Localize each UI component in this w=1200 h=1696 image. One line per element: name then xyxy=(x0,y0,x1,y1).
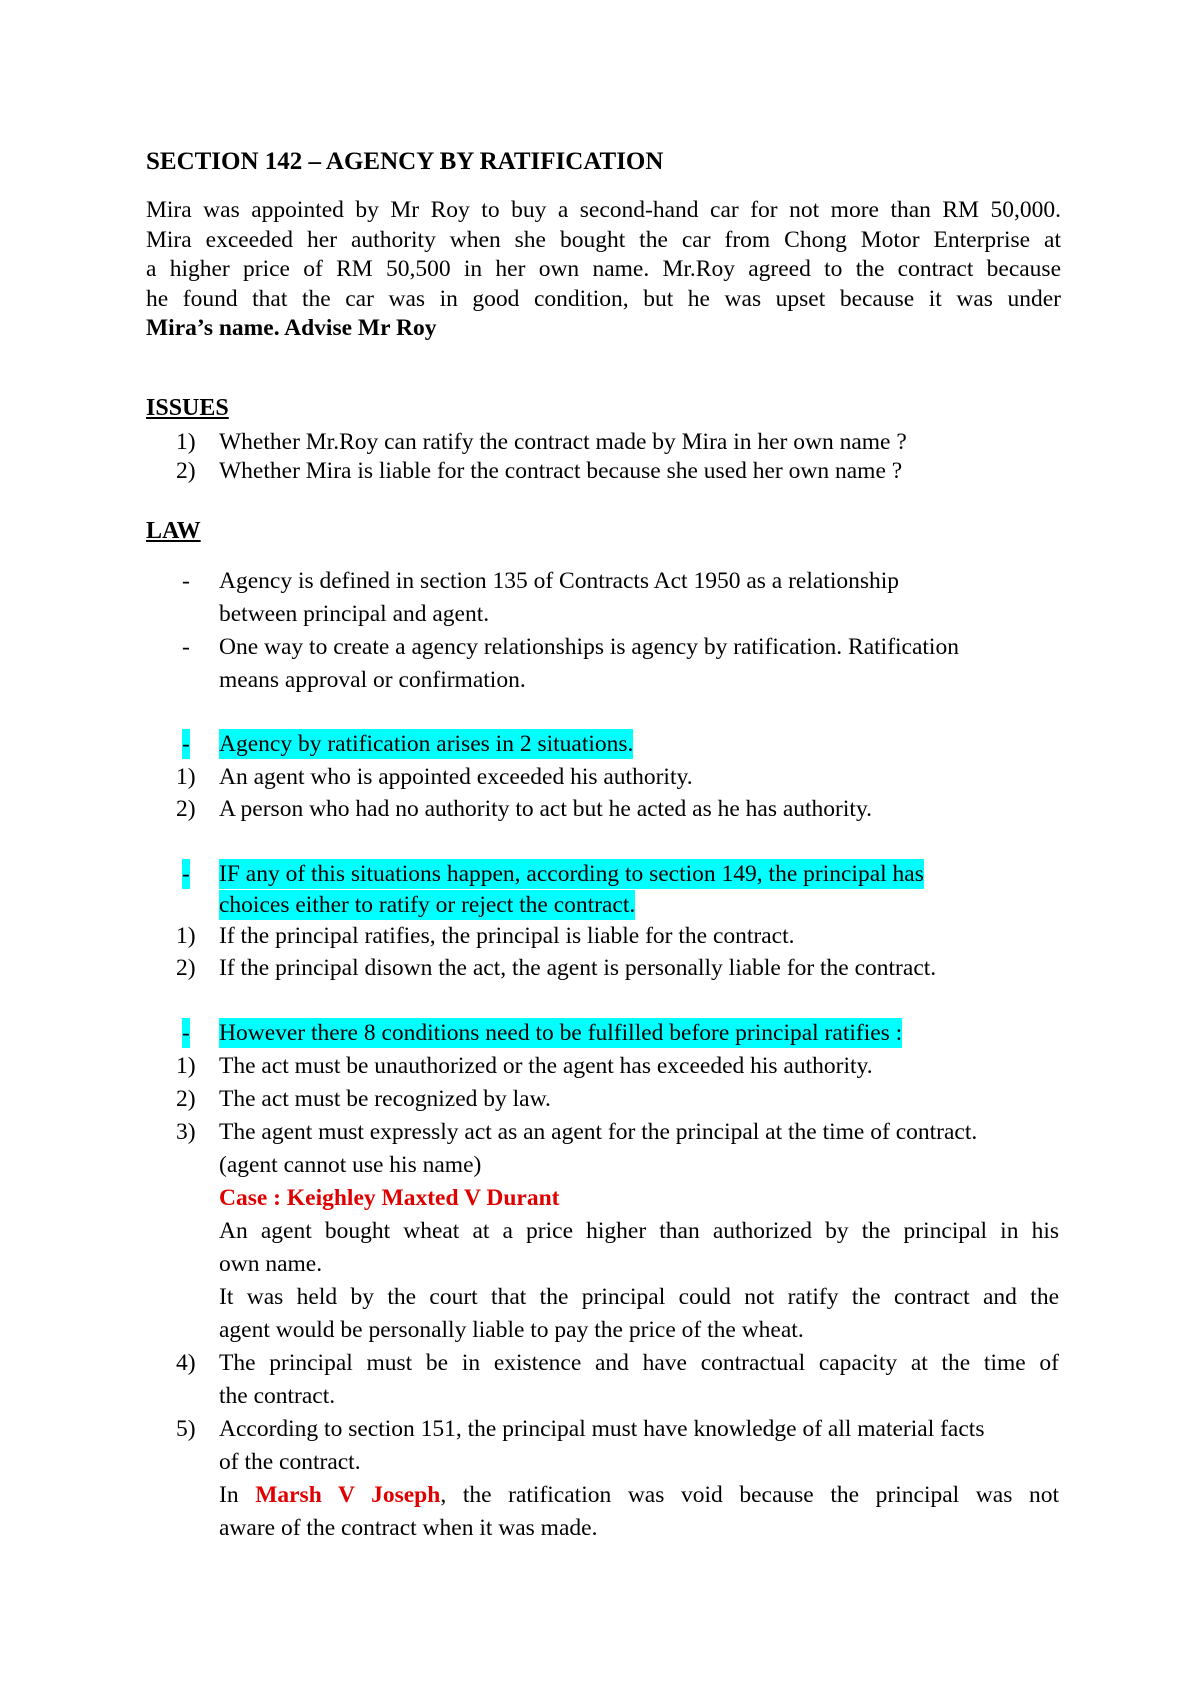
dash-marker: - xyxy=(182,861,190,887)
situations-intro xyxy=(176,729,1066,759)
condition-item xyxy=(176,1084,1066,1114)
condition-text: the contract. xyxy=(219,1383,336,1409)
condition-text: The principal must be in existence and have contractual capacity at the time of xyxy=(219,1350,1059,1376)
condition-text: (agent cannot use his name) xyxy=(219,1152,482,1178)
situation-item xyxy=(176,794,1066,824)
bullet-text: between principal and agent. xyxy=(219,601,490,627)
bullet-text: means approval or confirmation. xyxy=(219,667,526,693)
list-number: 1) xyxy=(176,923,196,949)
condition-item xyxy=(176,1051,1066,1081)
law-bullet-definition xyxy=(176,566,1066,596)
list-number: 3) xyxy=(176,1119,196,1145)
list-number: 2) xyxy=(176,1086,196,1112)
conditions-intro xyxy=(176,1018,1066,1048)
situation-text: An agent who is appointed exceeded his authority. xyxy=(219,764,693,790)
bullet-text: Agency is defined in section 135 of Contracts Act 1950 as a relationship xyxy=(219,568,900,594)
dash-marker: - xyxy=(182,1020,190,1046)
list-number: 4) xyxy=(176,1350,196,1376)
case-text: own name. xyxy=(219,1251,323,1277)
scenario-line: a higher price of RM 50,500 in her own name. Mr.Roy agreed to the contract because xyxy=(146,256,1061,282)
case-description-line xyxy=(176,1216,1066,1246)
condition-item xyxy=(176,1348,1066,1378)
condition-text: of the contract. xyxy=(219,1449,361,1475)
list-number: 2) xyxy=(176,955,196,981)
case-reference-line xyxy=(176,1480,1066,1510)
situation-text: A person who had no authority to act but he acted as he has authority. xyxy=(219,796,873,822)
choice-item xyxy=(176,953,1066,983)
case-name: Marsh V Joseph xyxy=(255,1482,441,1508)
dash-marker: - xyxy=(182,634,190,660)
case-description-line xyxy=(176,1249,1066,1279)
condition-text: According to section 151, the principal must have knowledge of all material facts xyxy=(219,1416,985,1442)
highlighted-text: However there 8 conditions need to be fulfilled before principal ratifies : xyxy=(219,1020,903,1046)
choice-text: If the principal ratifies, the principal is liable for the contract. xyxy=(219,923,795,949)
scenario-question: Mira’s name. Advise Mr Roy xyxy=(146,315,437,341)
issue-item xyxy=(176,427,1066,457)
condition-item xyxy=(176,1414,1066,1444)
case-description-line xyxy=(176,1282,1066,1312)
list-number: 5) xyxy=(176,1416,196,1442)
case-rest: , the ratification was void because the principal was not xyxy=(440,1482,1059,1508)
condition-text: The act must be recognized by law. xyxy=(219,1086,551,1112)
issue-text: Whether Mr.Roy can ratify the contract made by Mira in her own name ? xyxy=(219,429,907,455)
scenario-line: Mira exceeded her authority when she bought the car from Chong Motor Enterprise at xyxy=(146,226,1061,253)
issues-heading: ISSUES xyxy=(146,395,229,421)
scenario-line: he found that the car was in good condition, but he was upset because it was under xyxy=(146,285,1061,312)
situation-item xyxy=(176,762,1066,792)
case-text: An agent bought wheat at a price higher than authorized by the principal in his xyxy=(219,1218,1059,1244)
law-bullet-creation xyxy=(176,632,1066,662)
choice-item xyxy=(176,921,1066,951)
case-title: Case : Keighley Maxted V Durant xyxy=(219,1185,560,1211)
list-number: 1) xyxy=(176,429,196,455)
dash-marker: - xyxy=(182,731,190,757)
continuation-line xyxy=(176,1150,1066,1180)
dash-marker: - xyxy=(182,568,190,594)
continuation-line xyxy=(176,890,1066,920)
page-title: SECTION 142 – AGENCY BY RATIFICATION xyxy=(146,148,664,175)
bullet-text: One way to create a agency relationships is agency by ratification. Ratification xyxy=(219,634,959,660)
case-text: It was held by the court that the principal could not ratify the contract and the xyxy=(219,1284,1059,1310)
condition-text: The agent must expressly act as an agent for the principal at the time of contract. xyxy=(219,1119,978,1145)
choices-intro xyxy=(176,859,1066,889)
list-number: 1) xyxy=(176,1053,196,1079)
case-text: agent would be personally liable to pay the price of the wheat. xyxy=(219,1317,804,1343)
issue-item xyxy=(176,456,1066,486)
case-text: aware of the contract when it was made. xyxy=(219,1515,598,1541)
condition-text: The act must be unauthorized or the agent has exceeded his authority. xyxy=(219,1053,873,1079)
case-description-line xyxy=(176,1315,1066,1345)
list-number: 2) xyxy=(176,458,196,484)
continuation-line xyxy=(176,665,1066,695)
case-description-line xyxy=(176,1513,1066,1543)
choice-text: If the principal disown the act, the agent is personally liable for the contract. xyxy=(219,955,937,981)
list-number: 2) xyxy=(176,796,196,822)
case-reference xyxy=(219,1480,1059,1510)
condition-item xyxy=(176,1117,1066,1147)
continuation-line xyxy=(176,1381,1066,1411)
continuation-line xyxy=(176,1447,1066,1477)
continuation-line xyxy=(176,599,1066,629)
highlighted-text: choices either to ratify or reject the contract. xyxy=(219,892,636,918)
law-heading: LAW xyxy=(146,518,201,544)
issue-text: Whether Mira is liable for the contract because she used her own name ? xyxy=(219,458,903,484)
scenario-paragraph xyxy=(146,196,1061,344)
highlighted-text: IF any of this situations happen, according to section 149, the principal has xyxy=(219,861,924,887)
list-number: 1) xyxy=(176,764,196,790)
highlighted-text: Agency by ratification arises in 2 situations. xyxy=(219,731,634,757)
case-title-line xyxy=(176,1183,1066,1213)
scenario-line: Mira was appointed by Mr Roy to buy a second-hand car for not more than RM 50,000. xyxy=(146,197,1061,223)
case-prefix: In xyxy=(219,1482,239,1508)
